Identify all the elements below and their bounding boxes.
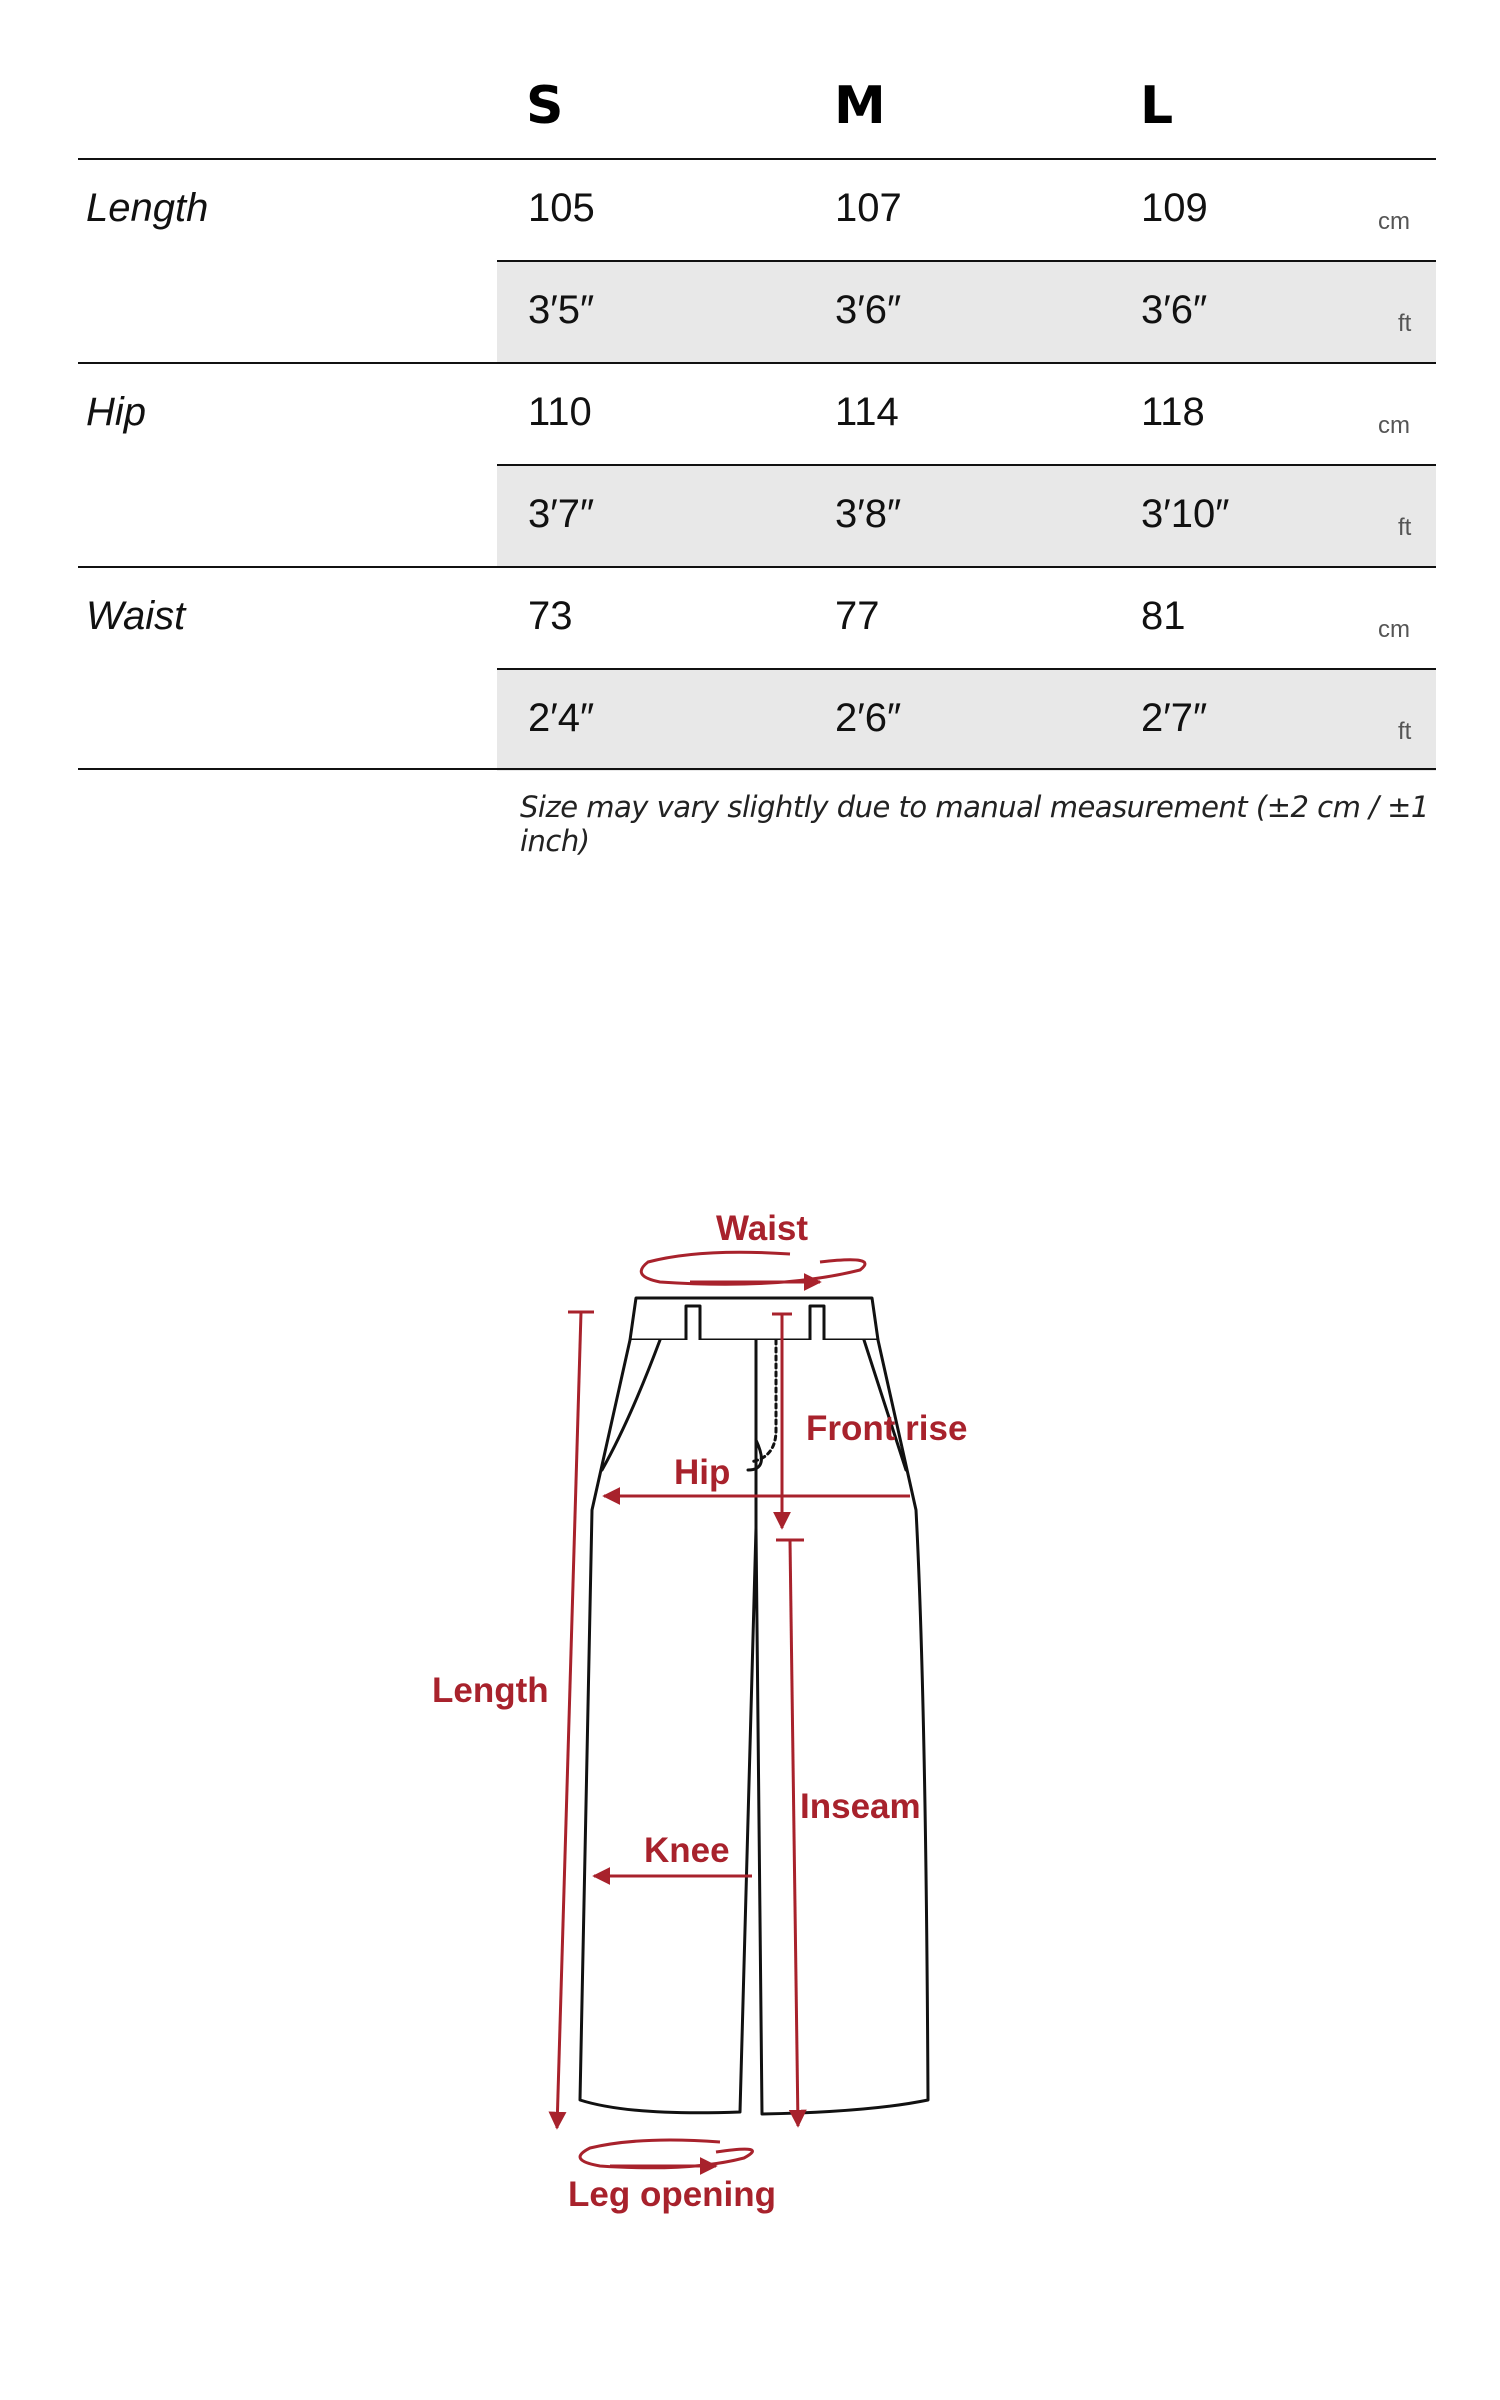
label-knee: Knee xyxy=(644,1831,730,1870)
unit-waist-cm: cm xyxy=(1378,616,1410,643)
cell-hip-s-ft: 3′7″ xyxy=(528,492,595,536)
cell-waist-l-ft: 2′7″ xyxy=(1141,696,1208,740)
unit-hip-ft: ft xyxy=(1398,514,1412,541)
pants-body xyxy=(580,1340,928,2114)
unit-waist-ft: ft xyxy=(1398,718,1412,745)
cell-length-s-ft: 3′5″ xyxy=(528,288,595,332)
label-length: Length xyxy=(432,1671,549,1710)
size-header-l: L xyxy=(1140,76,1174,136)
leg-opening-measurement xyxy=(568,2140,776,2214)
cell-waist-m-ft: 2′6″ xyxy=(835,696,902,740)
cell-waist-s-ft: 2′4″ xyxy=(528,696,595,740)
label-inseam: Inseam xyxy=(800,1787,921,1826)
size-header-s: S xyxy=(526,76,564,136)
cell-hip-l-ft: 3′10″ xyxy=(1141,492,1230,536)
row-label-waist: Waist xyxy=(86,594,186,638)
label-front-rise: Front rise xyxy=(806,1409,968,1448)
cell-length-s-cm: 105 xyxy=(528,186,595,230)
cell-length-l-cm: 109 xyxy=(1141,186,1208,230)
row-label-hip: Hip xyxy=(86,390,147,434)
waistband xyxy=(630,1298,878,1340)
cell-hip-m-ft: 3′8″ xyxy=(835,492,902,536)
unit-length-cm: cm xyxy=(1378,208,1410,235)
label-hip: Hip xyxy=(674,1453,731,1492)
length-measurement xyxy=(432,1312,594,2128)
cell-length-m-ft: 3′6″ xyxy=(835,288,902,332)
row-label-length: Length xyxy=(86,186,209,230)
unit-hip-cm: cm xyxy=(1378,412,1410,439)
cell-hip-l-cm: 118 xyxy=(1141,390,1205,434)
cell-waist-l-cm: 81 xyxy=(1141,594,1186,638)
cell-length-m-cm: 107 xyxy=(835,186,902,230)
cell-waist-s-cm: 73 xyxy=(528,594,573,638)
label-waist: Waist xyxy=(716,1209,809,1248)
cell-hip-s-cm: 110 xyxy=(528,390,592,434)
cell-waist-m-cm: 77 xyxy=(835,594,880,638)
waist-measurement xyxy=(641,1209,865,1284)
label-leg-opening: Leg opening xyxy=(568,2175,777,2214)
cell-length-l-ft: 3′6″ xyxy=(1141,288,1208,332)
cell-hip-m-cm: 114 xyxy=(835,390,899,434)
size-header-m: M xyxy=(834,76,886,136)
unit-length-ft: ft xyxy=(1398,310,1412,337)
measurement-note: Size may vary slightly due to manual measurement (±2 cm / ±1 inch) xyxy=(520,790,1429,858)
